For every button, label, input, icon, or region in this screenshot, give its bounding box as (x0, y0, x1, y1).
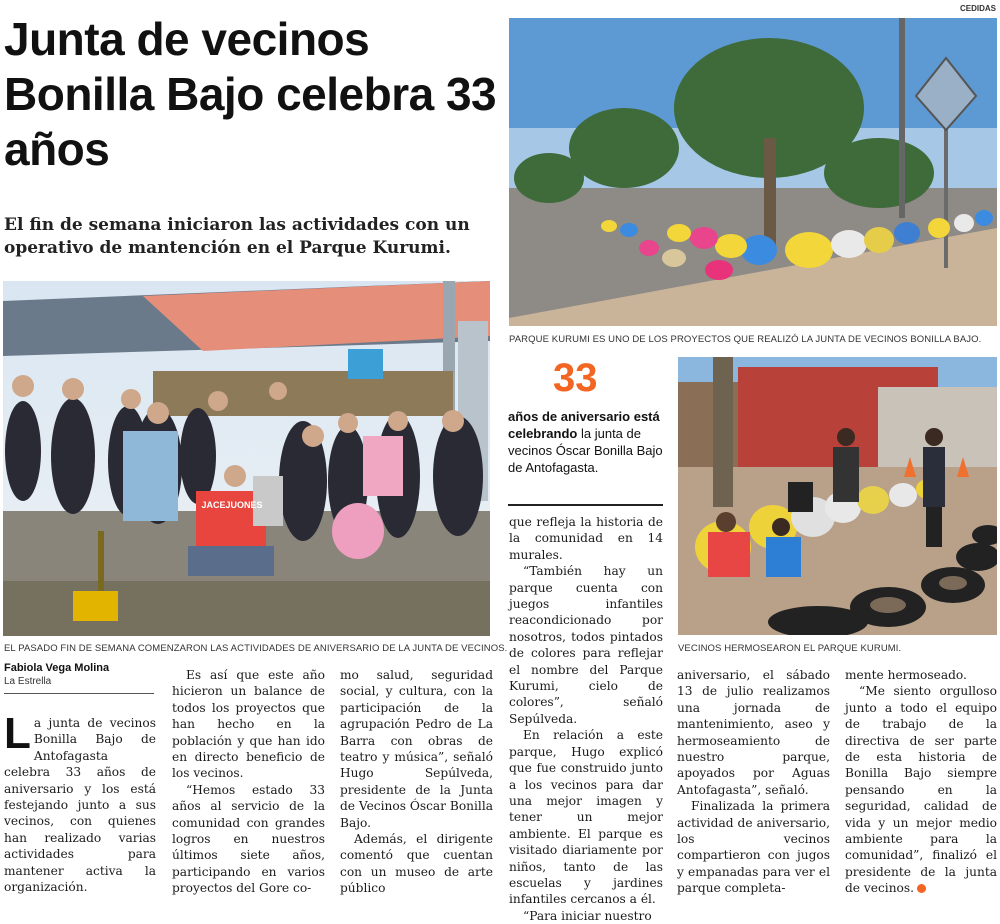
park-photo-caption: PARQUE KURUMI ES UNO DE LOS PROYECTOS QUE REALIZÓ LA JUNTA DE VECINOS BONILLA BAJO. (509, 334, 982, 345)
stat-text-rest: la junta de vecinos Óscar Bonilla Bajo de Antofagasta. (508, 426, 663, 475)
body-paragraph: mo salud, seguridad social, y cultura, con la participación de la agrupación Pedro de La Barra con obras de teatro y música”, señaló Hugo Sepúlveda, presidente de la Junta de Vecinos Óscar Bonilla Bajo. (340, 668, 493, 830)
headline: Junta de vecinos Bonilla Bajo celebra 33 años (4, 13, 497, 175)
body-paragraph: mente hermoseado. (845, 668, 967, 682)
workers-photo-caption: VECINOS HERMOSEARON EL PARQUE KURUMI. (678, 643, 902, 654)
drop-cap: L (4, 709, 31, 758)
workers-photo (678, 357, 997, 635)
body-paragraph: “También hay un parque cuenta con juegos infantiles reacondicionado por nosotros, todos pintados de colores para reflejar el nombre del Parque Kurumi, cielo de colores”, señaló Sepúlveda. (509, 564, 663, 726)
photo-credit: CEDIDAS (959, 4, 996, 13)
group-photo-caption: EL PASADO FIN DE SEMANA COMENZARON LAS ACTIVIDADES DE ANIVERSARIO DE LA JUNTA DE VECINOS. (4, 643, 508, 654)
park-photo (509, 18, 997, 326)
stat-number: 33 (553, 356, 598, 400)
body-paragraph: que refleja la historia de la comunidad en 14 murales. (509, 515, 663, 562)
shirt-text: JACEJUONES (201, 500, 263, 510)
byline-name: Fabiola Vega Molina (4, 662, 110, 674)
end-mark-icon (917, 884, 926, 893)
body-column-1 (4, 709, 156, 895)
body-paragraph: “Para iniciar nuestro (523, 908, 652, 923)
body-paragraph: Es así que este año hicieron un balance de todos los proyectos que han hecho en la población y que han ido en directo beneficio de los vecinos. (172, 668, 325, 781)
body-paragraph: En relación a este parque, Hugo explicó que fue construido junto a los vecinos para dar una mejor imagen y tener un mejor ambiente. El parque es visitado diariamente por niños, tanto de las escuelas y jardines infantiles cercanos a él. (509, 728, 663, 907)
byline-org: La Estrella (4, 676, 52, 687)
body-column-4 (509, 514, 663, 924)
body-paragraph: Además, el dirigente comentó que cuentan con un museo de arte público (340, 832, 493, 896)
stat-text-bold: años de aniversario está celebrando (508, 409, 660, 441)
stat-rule (508, 504, 663, 506)
body-paragraph: “Me siento orgulloso junto a todo el equipo de trabajo de la directiva de ser parte de esta historia de Bonilla Bajo siempre pensando en la seguridad, calidad de vida y un mejor medio ambiente para la comunidad”, finalizó el presidente de la junta de vecinos. (845, 684, 997, 896)
deck-subtitle: El fin de semana iniciaron las actividades con un operativo de mantención en el Parque Kurumi. (4, 215, 470, 258)
body-paragraph: aniversario, el sábado 13 de julio realizamos una jornada de mantenimiento, aseo y hermoseamiento de nuestro parque, apoyados por Aguas Antofagasta”, señaló. (677, 668, 830, 797)
body-column-6 (845, 667, 997, 897)
stat-text (508, 408, 663, 476)
body-paragraph: a junta de vecinos Bonilla Bajo de Antofagasta celebra 33 años de aniversario y los está festejando junto a sus vecinos, con quienes han realizado varias actividades para mantener activa la organización. (4, 716, 156, 895)
body-column-5 (677, 667, 830, 897)
group-photo (3, 281, 490, 636)
body-column-2 (172, 667, 325, 897)
body-paragraph: “Hemos estado 33 años al servicio de la comunidad con grandes logros en nuestros últimos siete años, participando en varios proyectos del Gore co- (172, 782, 325, 896)
byline-rule (4, 693, 154, 694)
body-column-3 (340, 667, 493, 897)
body-paragraph: Finalizada la primera actividad de aniversario, los vecinos compartieron con jugos y empanadas para ver el parque completa- (677, 799, 830, 896)
